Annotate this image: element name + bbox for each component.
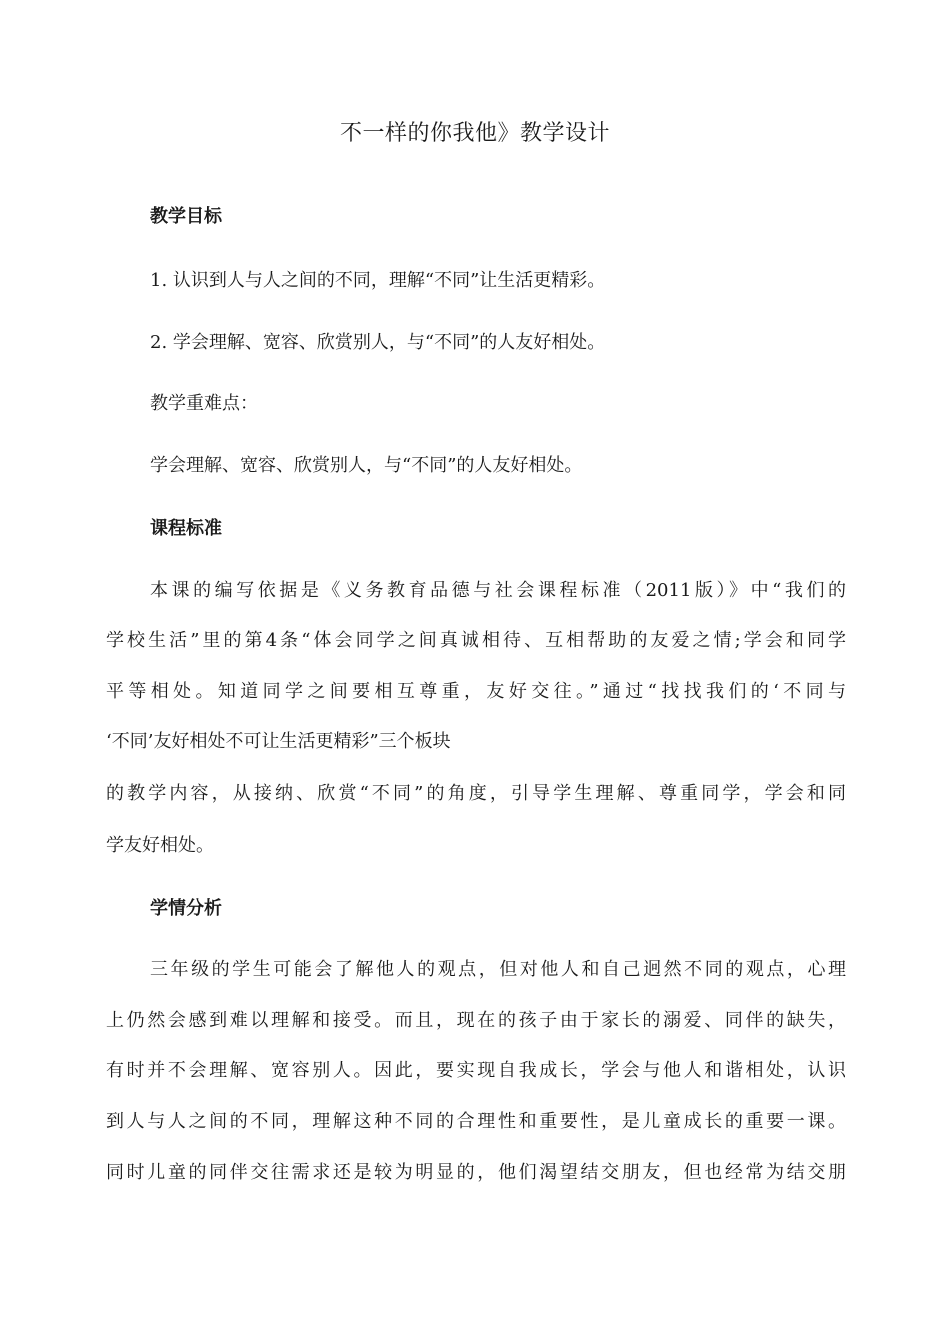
analysis-line-1: 三年级的学生可能会了解他人的观点，但对他人和自己迥然不同的观点，心理 — [150, 959, 846, 980]
standard-line-6: 学友好相处。 — [106, 835, 214, 856]
standard-line-1: 本课的编写依据是《义务教育品德与社会课程标准（2011版）》中“我们的 — [150, 580, 846, 601]
standard-line-4: ‘不同’友好相处不可让生活更精彩”三个板块 — [106, 731, 451, 752]
analysis-line-5: 同时儿童的同伴交往需求还是较为明显的，他们渴望结交朋友，但也经常为结交朋 — [106, 1162, 846, 1183]
analysis-line-3: 有时并不会理解、宽容别人。因此，要实现自我成长，学会与他人和谐相处，认识 — [106, 1060, 846, 1081]
standard-line-5: 的教学内容，从接纳、欣赏“不同”的角度，引导学生理解、尊重同学，学会和同 — [106, 783, 846, 804]
section-heading-analysis: 学情分析 — [150, 898, 222, 919]
goal-item-2: 2. 学会理解、宽容、欣赏别人，与“不同”的人友好相处。 — [150, 332, 606, 353]
key-points-label: 教学重难点： — [150, 393, 258, 414]
section-heading-goals: 教学目标 — [150, 206, 222, 227]
goal-item-1: 1. 认识到人与人之间的不同，理解“不同”让生活更精彩。 — [150, 270, 606, 291]
standard-line-3: 平等相处。知道同学之间要相互尊重，友好交往。”通过“找找我们的‘不同与 — [106, 681, 846, 702]
standard-line-2: 学校生活”里的第4条“体会同学之间真诚相待、互相帮助的友爱之情;学会和同学 — [106, 630, 846, 651]
key-points-text: 学会理解、宽容、欣赏别人，与“不同”的人友好相处。 — [150, 455, 583, 476]
analysis-line-2: 上仍然会感到难以理解和接受。而且，现在的孩子由于家长的溺爱、同伴的缺失， — [106, 1010, 846, 1031]
document-title: 不一样的你我他》教学设计 — [339, 121, 610, 146]
analysis-line-4: 到人与人之间的不同，理解这种不同的合理性和重要性，是儿童成长的重要一课。 — [106, 1111, 846, 1132]
section-heading-standard: 课程标准 — [150, 518, 222, 539]
